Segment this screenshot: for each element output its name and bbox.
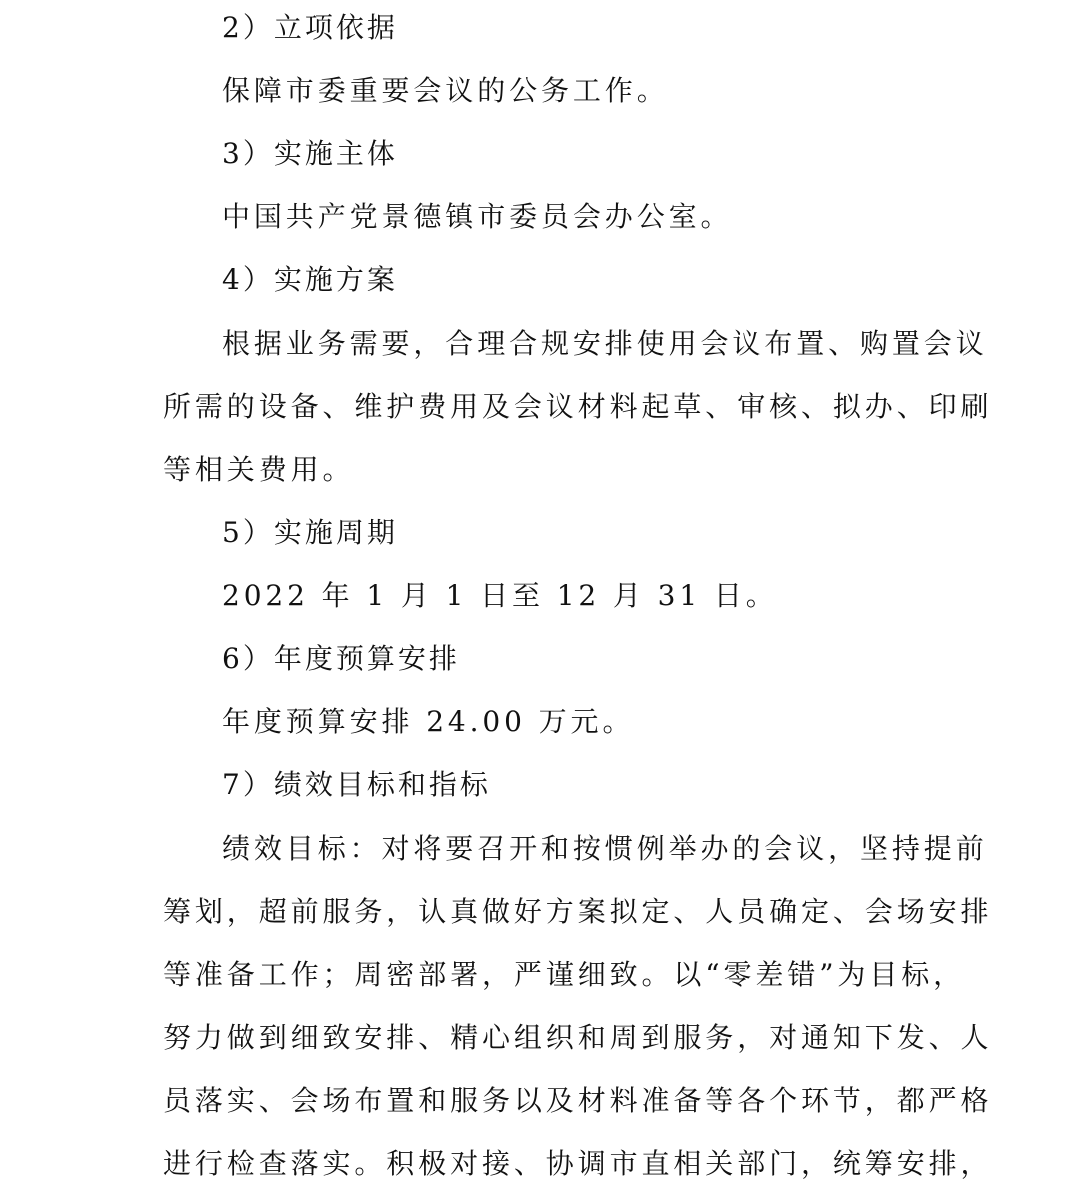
section-heading-7: 7）绩效目标和指标 [222,768,491,801]
paragraph-line: 根据业务需要，合理合规安排使用会议布置、购置会议 [222,327,988,360]
paragraph-line: 努力做到细致安排、精心组织和周到服务，对通知下发、人 [163,1021,993,1054]
paragraph-line: 等准备工作；周密部署，严谨细致。以“零差错”为目标， [163,958,966,991]
paragraph-line: 所需的设备、维护费用及会议材料起草、审核、拟办、印刷 [163,390,993,423]
section-heading-5: 5）实施周期 [222,516,398,549]
paragraph-line: 进行检查落实。积极对接、协调市直相关部门，统筹安排， [163,1147,993,1180]
paragraph-line: 2022 年 1 月 1 日至 12 月 31 日。 [222,579,778,612]
section-heading-3: 3）实施主体 [222,137,398,170]
paragraph-line: 年度预算安排 24.00 万元。 [222,705,635,738]
paragraph-line: 保障市委重要会议的公务工作。 [222,74,669,107]
paragraph-line: 筹划，超前服务，认真做好方案拟定、人员确定、会场安排 [163,895,993,928]
paragraph-line: 等相关费用。 [163,453,355,486]
paragraph-line: 绩效目标：对将要召开和按惯例举办的会议，坚持提前 [222,832,988,865]
section-heading-2: 2）立项依据 [222,11,398,44]
paragraph-line: 员落实、会场布置和服务以及材料准备等各个环节，都严格 [163,1084,993,1117]
section-heading-6: 6）年度预算安排 [222,642,460,675]
paragraph-line: 中国共产党景德镇市委员会办公室。 [222,200,733,233]
section-heading-4: 4）实施方案 [222,263,398,296]
